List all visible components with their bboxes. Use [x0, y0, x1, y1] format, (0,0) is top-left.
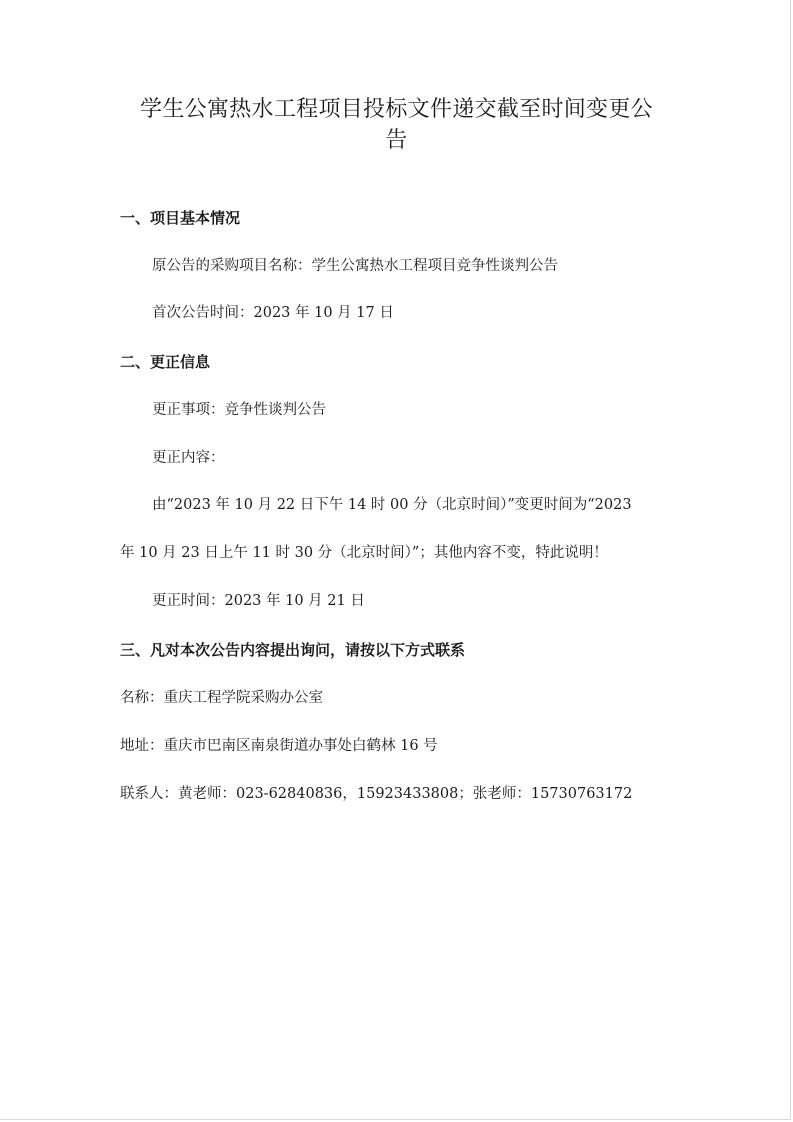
contact-persons: 联系人：黄老师：023-62840836，15923433808；张老师：15730763172 [120, 786, 633, 802]
title-line-2: 告 [385, 128, 408, 153]
correction-content-label: 更正内容： [152, 450, 225, 466]
title-line-1: 学生公寓热水工程项目投标文件递交截至时间变更公 [140, 97, 653, 122]
correction-content-line-2: 年 10 月 23 日上午 11 时 30 分（北京时间）”；其他内容不变，特此说明！ [120, 545, 608, 561]
section-heading-correction-info: 二、更正信息 [120, 353, 211, 371]
contact-address: 地址：重庆市巴南区南泉街道办事处白鹤林 16 号 [120, 738, 438, 754]
original-project-name: 原公告的采购项目名称：学生公寓热水工程项目竞争性谈判公告 [152, 258, 558, 274]
first-announcement-date: 首次公告时间：2023 年 10 月 17 日 [152, 305, 394, 321]
contact-organization: 名称：重庆工程学院采购办公室 [120, 690, 323, 706]
section-heading-project-info: 一、项目基本情况 [120, 209, 241, 227]
correction-content-line-1: 由“2023 年 10 月 22 日下午 14 时 00 分（北京时间）”变更时间为“2023 [152, 497, 632, 513]
correction-item: 更正事项：竞争性谈判公告 [152, 402, 326, 418]
correction-date: 更正时间：2023 年 10 月 21 日 [152, 593, 365, 609]
section-heading-contact: 三、凡对本次公告内容提出询问，请按以下方式联系 [120, 641, 466, 659]
document-title [100, 94, 693, 156]
